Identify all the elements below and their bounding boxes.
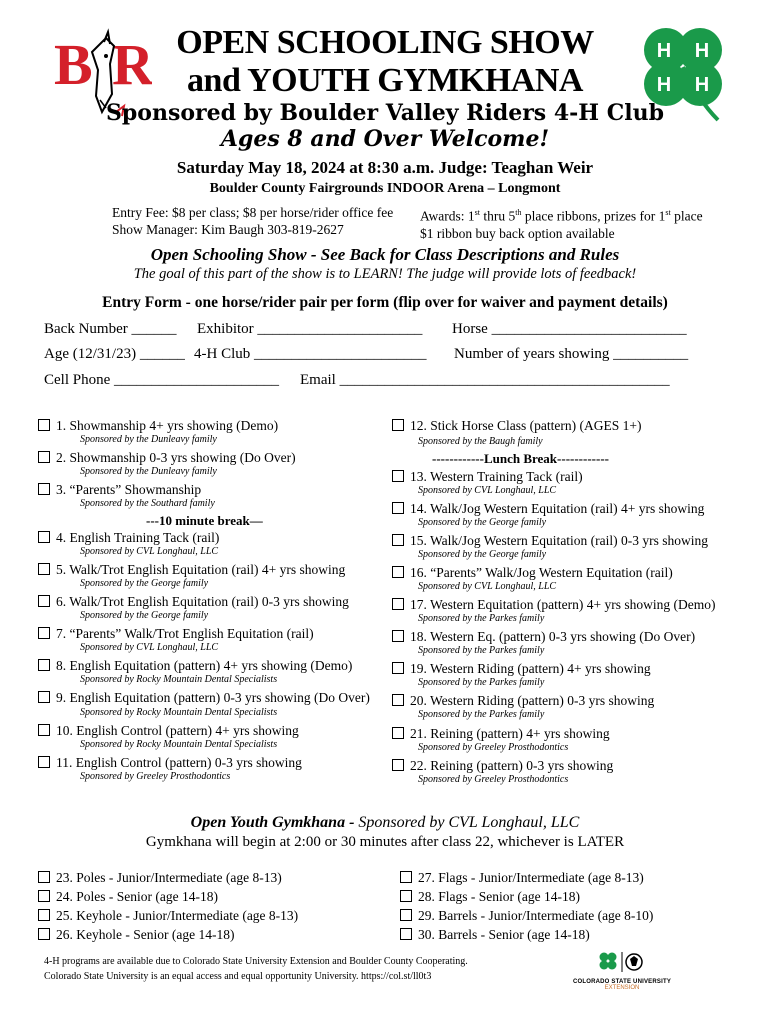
class-sponsor: Sponsored by Rocky Mountain Dental Specialists bbox=[80, 707, 278, 718]
show-manager: Show Manager: Kim Baugh 303-819-2627 bbox=[112, 222, 344, 237]
svg-text:R: R bbox=[112, 32, 152, 97]
clover-letter: H bbox=[656, 40, 672, 62]
checkbox[interactable] bbox=[38, 483, 50, 495]
checkbox[interactable] bbox=[38, 595, 50, 607]
checkbox[interactable] bbox=[392, 470, 404, 482]
checkbox[interactable] bbox=[38, 627, 50, 639]
class-sponsor: Sponsored by the George family bbox=[80, 578, 209, 589]
class-checkbox-row[interactable]: 19. Western Riding (pattern) 4+ yrs showing bbox=[392, 661, 651, 677]
checkbox[interactable] bbox=[400, 909, 412, 921]
checkbox[interactable] bbox=[392, 694, 404, 706]
checkbox[interactable] bbox=[392, 727, 404, 739]
class-checkbox-row[interactable]: 5. Walk/Trot English Equitation (rail) 4+ yrs showing bbox=[38, 562, 345, 578]
checkbox[interactable] bbox=[38, 890, 50, 902]
class-checkbox-row[interactable]: 3. “Parents” Showmanship bbox=[38, 482, 201, 498]
class-checkbox-row[interactable]: 6. Walk/Trot English Equitation (rail) 0-3 yrs showing bbox=[38, 594, 349, 610]
footer-line-2: Colorado State University is an equal access and equal opportunity University. https://col.st/ll0t3 bbox=[44, 971, 432, 982]
ribbon-buyback: $1 ribbon buy back option available bbox=[420, 225, 615, 241]
schooling-show-subtitle: The goal of this part of the show is to LEARN! The judge will provide lots of feedback! bbox=[133, 266, 637, 282]
class-checkbox-row[interactable]: 17. Western Equitation (pattern) 4+ yrs showing (Demo) bbox=[392, 597, 715, 613]
class-sponsor: Sponsored by CVL Longhaul, LLC bbox=[80, 546, 219, 557]
checkbox[interactable] bbox=[38, 659, 50, 671]
class-sponsor: Sponsored by Rocky Mountain Dental Specialists bbox=[80, 739, 278, 750]
class-sponsor: Sponsored by the Baugh family bbox=[418, 436, 543, 447]
class-sponsor: Sponsored by the George family bbox=[418, 517, 547, 528]
class-sponsor: Sponsored by CVL Longhaul, LLC bbox=[80, 642, 219, 653]
svg-text:B: B bbox=[54, 32, 93, 97]
checkbox[interactable] bbox=[38, 756, 50, 768]
checkbox[interactable] bbox=[392, 419, 404, 431]
email-field[interactable]: Email ____________________________________________ bbox=[300, 372, 670, 388]
back-number-field[interactable]: Back Number ______ bbox=[44, 321, 177, 337]
class-sponsor: Sponsored by the Parkes family bbox=[418, 645, 545, 656]
class-checkbox-row[interactable]: 13. Western Training Tack (rail) bbox=[392, 469, 583, 485]
entry-fee: Entry Fee: $8 per class; $8 per horse/rider office fee bbox=[112, 205, 394, 220]
years-showing-field[interactable]: Number of years showing __________ bbox=[454, 346, 689, 362]
title-line-2: and YOUTH GYMKHANA bbox=[187, 62, 583, 99]
checkbox[interactable] bbox=[38, 419, 50, 431]
gymkhana-class-row[interactable]: 26. Keyhole - Senior (age 14-18) bbox=[38, 927, 234, 943]
class-sponsor: Sponsored by Rocky Mountain Dental Specialists bbox=[80, 674, 278, 685]
checkbox[interactable] bbox=[392, 630, 404, 642]
clover-letter: H bbox=[694, 40, 710, 62]
class-checkbox-row[interactable]: 7. “Parents” Walk/Trot English Equitation (rail) bbox=[38, 626, 314, 642]
class-checkbox-row[interactable]: 15. Walk/Jog Western Equitation (rail) 0-3 yrs showing bbox=[392, 533, 708, 549]
footer-text bbox=[44, 954, 468, 984]
title-line-1: OPEN SCHOOLING SHOW bbox=[176, 24, 594, 61]
venue-line: Boulder County Fairgrounds INDOOR Arena – Longmont bbox=[209, 181, 561, 196]
class-sponsor: Sponsored by the Dunleavy family bbox=[80, 466, 217, 477]
class-sponsor: Sponsored by the Parkes family bbox=[418, 709, 545, 720]
checkbox[interactable] bbox=[400, 871, 412, 883]
ages-welcome: Ages 8 and Over Welcome! bbox=[220, 126, 550, 152]
clover-letter: H bbox=[656, 74, 672, 96]
class-checkbox-row[interactable]: 14. Walk/Jog Western Equitation (rail) 4+ yrs showing bbox=[392, 501, 704, 517]
page-title bbox=[150, 24, 620, 100]
awards-block bbox=[420, 204, 703, 242]
csu-extension-logo bbox=[570, 950, 674, 994]
checkbox[interactable] bbox=[38, 531, 50, 543]
date-judge-line: Saturday May 18, 2024 at 8:30 a.m. Judge: Teaghan Weir bbox=[176, 158, 594, 177]
gymkhana-title: Open Youth Gymkhana - Sponsored by CVL Longhaul, LLC bbox=[190, 814, 580, 831]
class-checkbox-row[interactable]: 12. Stick Horse Class (pattern) (AGES 1+) bbox=[392, 418, 641, 434]
class-sponsor: Sponsored by CVL Longhaul, LLC bbox=[418, 581, 557, 592]
gymkhana-sponsor: Sponsored by CVL Longhaul, LLC bbox=[358, 814, 580, 831]
class-checkbox-row[interactable]: 2. Showmanship 0-3 yrs showing (Do Over) bbox=[38, 450, 296, 466]
horse-field[interactable]: Horse __________________________ bbox=[452, 321, 687, 337]
class-checkbox-row[interactable]: 16. “Parents” Walk/Jog Western Equitation (rail) bbox=[392, 565, 673, 581]
class-sponsor: Sponsored by CVL Longhaul, LLC bbox=[418, 485, 557, 496]
checkbox[interactable] bbox=[38, 909, 50, 921]
class-checkbox-row[interactable]: 8. English Equitation (pattern) 4+ yrs showing (Demo) bbox=[38, 658, 352, 674]
class-checkbox-row[interactable]: 1. Showmanship 4+ yrs showing (Demo) bbox=[38, 418, 278, 434]
age-field[interactable]: Age (12/31/23) ______ bbox=[44, 346, 185, 362]
footer-line-1: 4-H programs are available due to Colorado State University Extension and Boulder County Cooperating. bbox=[44, 956, 468, 967]
club-field[interactable]: 4-H Club _______________________ bbox=[194, 346, 427, 362]
gymkhana-class-row[interactable]: 24. Poles - Senior (age 14-18) bbox=[38, 889, 218, 905]
checkbox[interactable] bbox=[392, 502, 404, 514]
class-checkbox-row[interactable]: 18. Western Eq. (pattern) 0-3 yrs showing (Do Over) bbox=[392, 629, 695, 645]
checkbox[interactable] bbox=[392, 662, 404, 674]
checkbox[interactable] bbox=[38, 871, 50, 883]
class-checkbox-row[interactable]: 10. English Control (pattern) 4+ yrs showing bbox=[38, 723, 299, 739]
break-label: ------------Lunch Break------------ bbox=[432, 451, 609, 466]
awards-line: Awards: 1st thru 5th place ribbons, prizes for 1st place bbox=[420, 208, 703, 224]
cell-phone-field[interactable]: Cell Phone ______________________ bbox=[44, 372, 279, 388]
checkbox[interactable] bbox=[38, 928, 50, 940]
break-label: ---10 minute break— bbox=[146, 513, 263, 528]
exhibitor-field[interactable]: Exhibitor ______________________ bbox=[197, 321, 423, 337]
csu-name: COLORADO STATE UNIVERSITY bbox=[572, 979, 672, 985]
checkbox[interactable] bbox=[392, 566, 404, 578]
checkbox[interactable] bbox=[392, 759, 404, 771]
checkbox[interactable] bbox=[400, 890, 412, 902]
checkbox[interactable] bbox=[38, 563, 50, 575]
gymkhana-class-row[interactable]: 25. Keyhole - Junior/Intermediate (age 8-13) bbox=[38, 908, 298, 924]
gymkhana-class-row[interactable]: 30. Barrels - Senior (age 14-18) bbox=[400, 927, 590, 943]
class-sponsor: Sponsored by the Parkes family bbox=[418, 677, 545, 688]
fees-block bbox=[112, 204, 393, 238]
checkbox[interactable] bbox=[38, 724, 50, 736]
gymkhana-class-row[interactable]: 23. Poles - Junior/Intermediate (age 8-13) bbox=[38, 870, 282, 886]
class-sponsor: Sponsored by the Southard family bbox=[80, 498, 215, 509]
schooling-show-title: Open Schooling Show - See Back for Class Descriptions and Rules bbox=[150, 245, 620, 264]
class-checkbox-row[interactable]: 22. Reining (pattern) 0-3 yrs showing bbox=[392, 758, 613, 774]
class-sponsor: Sponsored by the Parkes family bbox=[418, 613, 545, 624]
checkbox[interactable] bbox=[38, 451, 50, 463]
gymkhana-class-row[interactable]: 27. Flags - Junior/Intermediate (age 8-13) bbox=[400, 870, 644, 886]
class-checkbox-row[interactable]: 20. Western Riding (pattern) 0-3 yrs showing bbox=[392, 693, 654, 709]
class-sponsor: Sponsored by the George family bbox=[418, 549, 547, 560]
class-checkbox-row[interactable]: 4. English Training Tack (rail) bbox=[38, 530, 219, 546]
gymkhana-class-row[interactable]: 28. Flags - Senior (age 14-18) bbox=[400, 889, 580, 905]
class-sponsor: Sponsored by Greeley Prosthodontics bbox=[80, 771, 231, 782]
class-checkbox-row[interactable]: 9. English Equitation (pattern) 0-3 yrs showing (Do Over) bbox=[38, 690, 370, 706]
class-checkbox-row[interactable]: 21. Reining (pattern) 4+ yrs showing bbox=[392, 726, 610, 742]
checkbox[interactable] bbox=[400, 928, 412, 940]
class-sponsor: Sponsored by the Dunleavy family bbox=[80, 434, 217, 445]
checkbox[interactable] bbox=[392, 534, 404, 546]
class-sponsor: Sponsored by Greeley Prosthodontics bbox=[418, 774, 569, 785]
club-sponsor: Sponsored by Boulder Valley Riders 4-H Club bbox=[106, 100, 664, 126]
entry-form-title: Entry Form - one horse/rider pair per form (flip over for waiver and payment details) bbox=[102, 294, 668, 311]
gymkhana-start: Gymkhana will begin at 2:00 or 30 minutes after class 22, whichever is LATER bbox=[145, 834, 625, 850]
clover-letter: H bbox=[694, 74, 710, 96]
class-sponsor: Sponsored by Greeley Prosthodontics bbox=[418, 742, 569, 753]
class-sponsor: Sponsored by the George family bbox=[80, 610, 209, 621]
checkbox[interactable] bbox=[392, 598, 404, 610]
gymkhana-class-row[interactable]: 29. Barrels - Junior/Intermediate (age 8-10) bbox=[400, 908, 653, 924]
checkbox[interactable] bbox=[38, 691, 50, 703]
class-checkbox-row[interactable]: 11. English Control (pattern) 0-3 yrs showing bbox=[38, 755, 302, 771]
csu-extension: EXTENSION bbox=[604, 985, 640, 991]
